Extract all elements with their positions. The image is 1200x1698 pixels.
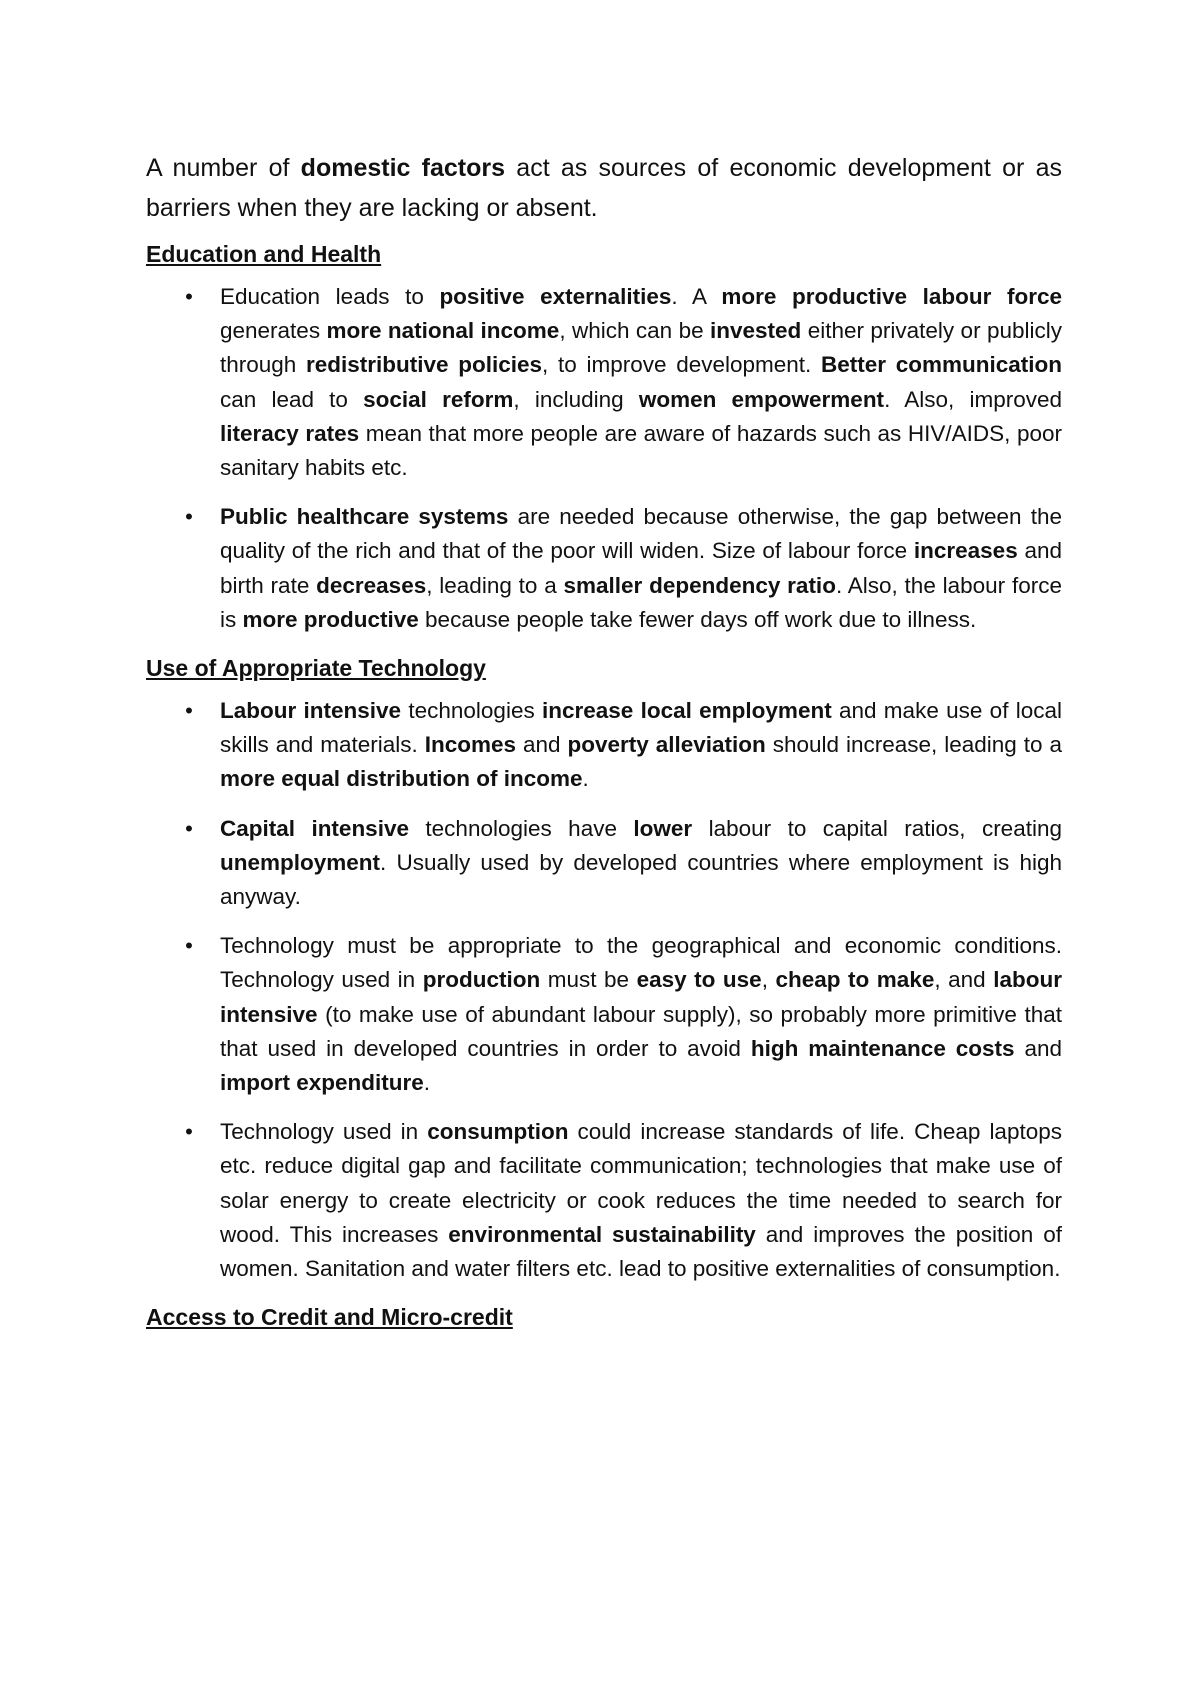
bold-phrase: domestic factors — [300, 154, 506, 182]
list-item-text: Technology must be appropriate to the geographical and economic conditions. Technology used in production must be easy to use, cheap to make, and labour intensive (to make use of abundant labour supply), so probably more primitive that that used in developed countries in order to avoid high maintenance costs and import expenditure. — [220, 933, 1062, 1096]
list-item — [146, 1115, 1062, 1286]
list-item-text: Labour intensive technologies increase local employment and make use of local skills and materials. Incomes and poverty alleviation should increase, leading to a more equal distribution of income. — [220, 698, 1062, 792]
bold-phrase: easy to use — [636, 967, 762, 993]
bold-phrase: cheap to make — [775, 967, 935, 993]
bullet-icon: • — [185, 698, 193, 724]
bold-phrase: Capital intensive — [220, 815, 409, 841]
bold-phrase: unemployment — [220, 849, 381, 875]
bold-phrase: social reform — [363, 386, 514, 412]
bold-phrase: Incomes — [424, 732, 516, 758]
bold-phrase: high maintenance costs — [750, 1035, 1015, 1061]
bold-phrase: decreases — [316, 572, 427, 598]
section-access-credit — [146, 1301, 1062, 1333]
list-item — [146, 500, 1062, 637]
bold-phrase: women empowerment — [638, 386, 885, 412]
section-heading: Education and Health — [146, 241, 382, 267]
bold-phrase: Better communication — [821, 352, 1062, 378]
bold-phrase: poverty alleviation — [567, 732, 766, 758]
bold-phrase: labour intensive — [220, 967, 1062, 1027]
bold-phrase: smaller dependency ratio — [563, 572, 836, 598]
bold-phrase: increase local employment — [542, 698, 832, 724]
bold-phrase: more productive — [242, 606, 419, 632]
bold-phrase: consumption — [427, 1119, 569, 1145]
bold-phrase: redistributive policies — [306, 352, 543, 378]
section-heading: Use of Appropriate Technology — [146, 655, 486, 682]
bold-phrase: positive externalities — [439, 284, 672, 309]
bullet-icon: • — [185, 284, 193, 309]
intro-paragraph: A number of domestic factors act as sources of economic development or as barriers when they are lacking or absent. — [146, 154, 1062, 222]
bullet-icon: • — [185, 815, 193, 841]
section-education-health — [146, 238, 1062, 637]
list-item-text: Public healthcare systems are needed because otherwise, the gap between the quality of the rich and that of the poor will widen. Size of labour force increases and birth rate decreases, leading to a smaller dependency ratio. Also, the labour force is more productive because people take fewer days off work due to illness. — [220, 504, 1062, 632]
section-appropriate-technology — [146, 652, 1062, 1286]
bullet-list — [146, 694, 1062, 1286]
bold-phrase: literacy rates — [220, 420, 360, 446]
list-item — [146, 694, 1062, 797]
bold-phrase: more productive labour force — [721, 284, 1062, 309]
bold-phrase: Public healthcare systems — [220, 504, 509, 530]
bullet-list — [146, 280, 1062, 637]
bold-phrase: more national income — [326, 318, 560, 344]
bullet-icon: • — [185, 933, 193, 959]
bold-phrase: increases — [913, 538, 1018, 564]
bullet-icon: • — [185, 1119, 193, 1145]
list-item — [146, 280, 1062, 485]
bold-phrase: lower — [633, 815, 693, 841]
bold-phrase: invested — [710, 318, 802, 344]
list-item-text: Technology used in consumption could increase standards of life. Cheap laptops etc. reduce digital gap and facilitate communication; technologies that make use of solar energy to create electricity or cook reduces the time needed to search for wood. This increases environmental sustainability and improves the position of women. Sanitation and water filters etc. lead to positive externalities of consumption. — [220, 1119, 1062, 1282]
list-item-text: Education leads to positive externalities. A more productive labour force generates more national income, which can be invested either privately or publicly through redistributive policies, to improve development. Better communication can lead to social reform, including women empowerment. Also, improved literacy rates mean that more people are aware of hazards such as HIV/AIDS, poor sanitary habits etc. — [220, 284, 1062, 481]
section-heading: Access to Credit and Micro-credit — [146, 1304, 513, 1331]
bold-phrase: environmental sustainability — [448, 1221, 756, 1247]
bold-phrase: production — [422, 967, 541, 993]
bullet-icon: • — [185, 504, 193, 530]
list-item — [146, 812, 1062, 915]
list-item-text: Capital intensive technologies have lower labour to capital ratios, creating unemployment. Usually used by developed countries where employment is high anyway. — [220, 815, 1062, 910]
bold-phrase: import expenditure — [220, 1070, 424, 1096]
bold-phrase: Labour intensive — [220, 698, 402, 724]
bold-phrase: more equal distribution of income — [220, 766, 583, 792]
list-item — [146, 929, 1062, 1100]
